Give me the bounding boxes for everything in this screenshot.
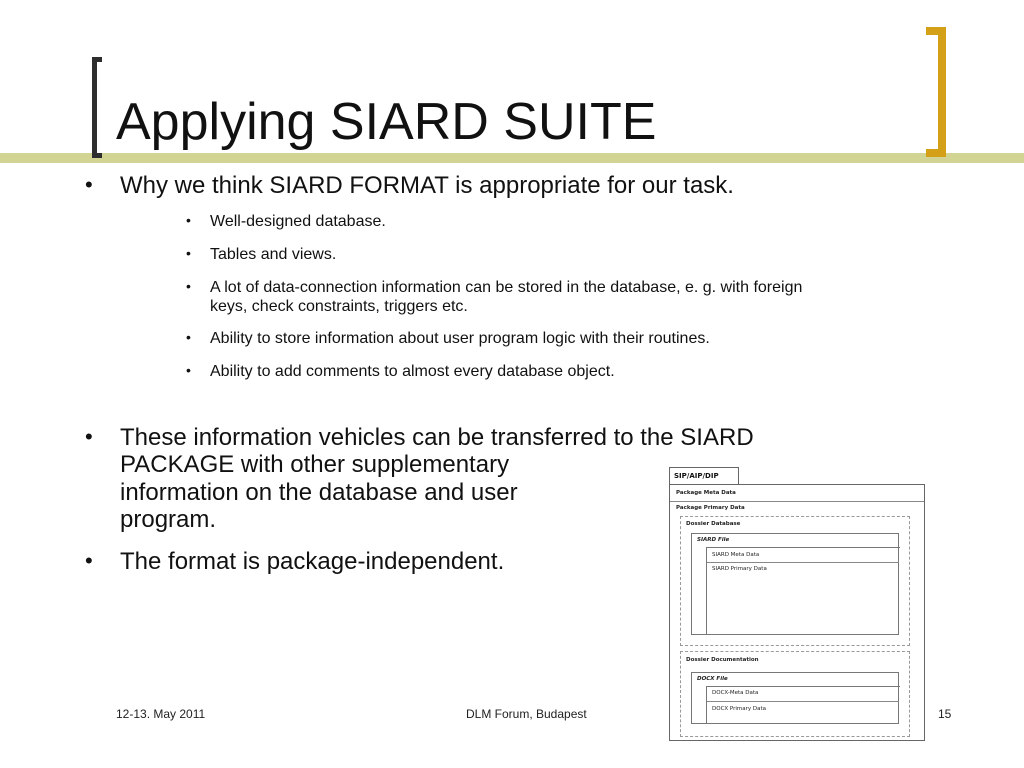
slide-title: Applying SIARD SUITE: [116, 96, 662, 148]
docx-file-label: DOCX File: [697, 676, 728, 682]
title-underline-band: [0, 153, 1024, 163]
sub-bullet-tables-views: Tables and views.: [210, 246, 337, 263]
bullet-vehicles-line4: program.: [120, 506, 217, 533]
sub-bullet-data-connection-cont: keys, check constraints, triggers etc.: [210, 298, 468, 315]
siard-file-box: [691, 533, 899, 635]
sub-bullet-marker: •: [186, 329, 191, 345]
dossier-database-box: [680, 516, 910, 646]
siard-file-label: SIARD File: [697, 537, 730, 543]
package-structure-diagram: [669, 467, 925, 741]
sub-bullet-user-logic: Ability to store information about user program logic with their routines.: [210, 330, 710, 347]
footer-event: DLM Forum, Budapest: [466, 707, 587, 721]
docx-file-box: [691, 672, 899, 724]
dossier-database-label: Dossier Database: [686, 521, 741, 527]
siard-meta-label: SIARD Meta Data: [712, 552, 760, 558]
right-bracket-decoration: [926, 27, 946, 157]
sub-bullet-marker: •: [186, 245, 191, 261]
sub-bullet-marker: •: [186, 278, 191, 294]
sub-bullet-marker: •: [186, 362, 191, 378]
dossier-documentation-label: Dossier Documentation: [686, 657, 759, 663]
bullet-marker: •: [85, 424, 93, 449]
divider: [707, 701, 899, 702]
sub-bullet-well-designed: Well-designed database.: [210, 213, 386, 230]
footer-date: 12-13. May 2011: [116, 707, 206, 721]
left-bracket-decoration: [92, 57, 102, 158]
docx-inner-box: [706, 686, 900, 724]
package-primary-label: Package Primary Data: [676, 505, 745, 511]
footer-page-number: 15: [938, 707, 952, 721]
bullet-vehicles-line2: PACKAGE with other supplementary: [120, 451, 510, 478]
bullet-marker: •: [85, 172, 93, 197]
bullet-why-siard: Why we think SIARD FORMAT is appropriate for our task.: [120, 172, 734, 199]
sub-bullet-marker: •: [186, 212, 191, 228]
docx-primary-label: DOCX Primary Data: [712, 706, 767, 712]
divider: [707, 562, 899, 563]
package-meta-label: Package Meta Data: [676, 490, 736, 496]
bullet-marker: •: [85, 548, 93, 573]
sub-bullet-comments: Ability to add comments to almost every database object.: [210, 363, 615, 380]
siard-primary-label: SIARD Primary Data: [712, 566, 767, 572]
siard-inner-box: [706, 547, 900, 635]
package-container: [669, 484, 925, 741]
divider: [670, 501, 924, 502]
diagram-tab-label: SIP/AIP/DIP: [669, 467, 739, 484]
bullet-vehicles-line3: information on the database and user: [120, 479, 518, 506]
sub-bullet-data-connection: A lot of data-connection information can be stored in the database, e. g. with foreign: [210, 279, 803, 296]
dossier-documentation-box: [680, 651, 910, 737]
bullet-vehicles-line1: These information vehicles can be transferred to the SIARD: [120, 424, 754, 451]
bullet-package-independent: The format is package-independent.: [120, 548, 505, 575]
docx-meta-label: DOCX-Meta Data: [712, 690, 759, 696]
